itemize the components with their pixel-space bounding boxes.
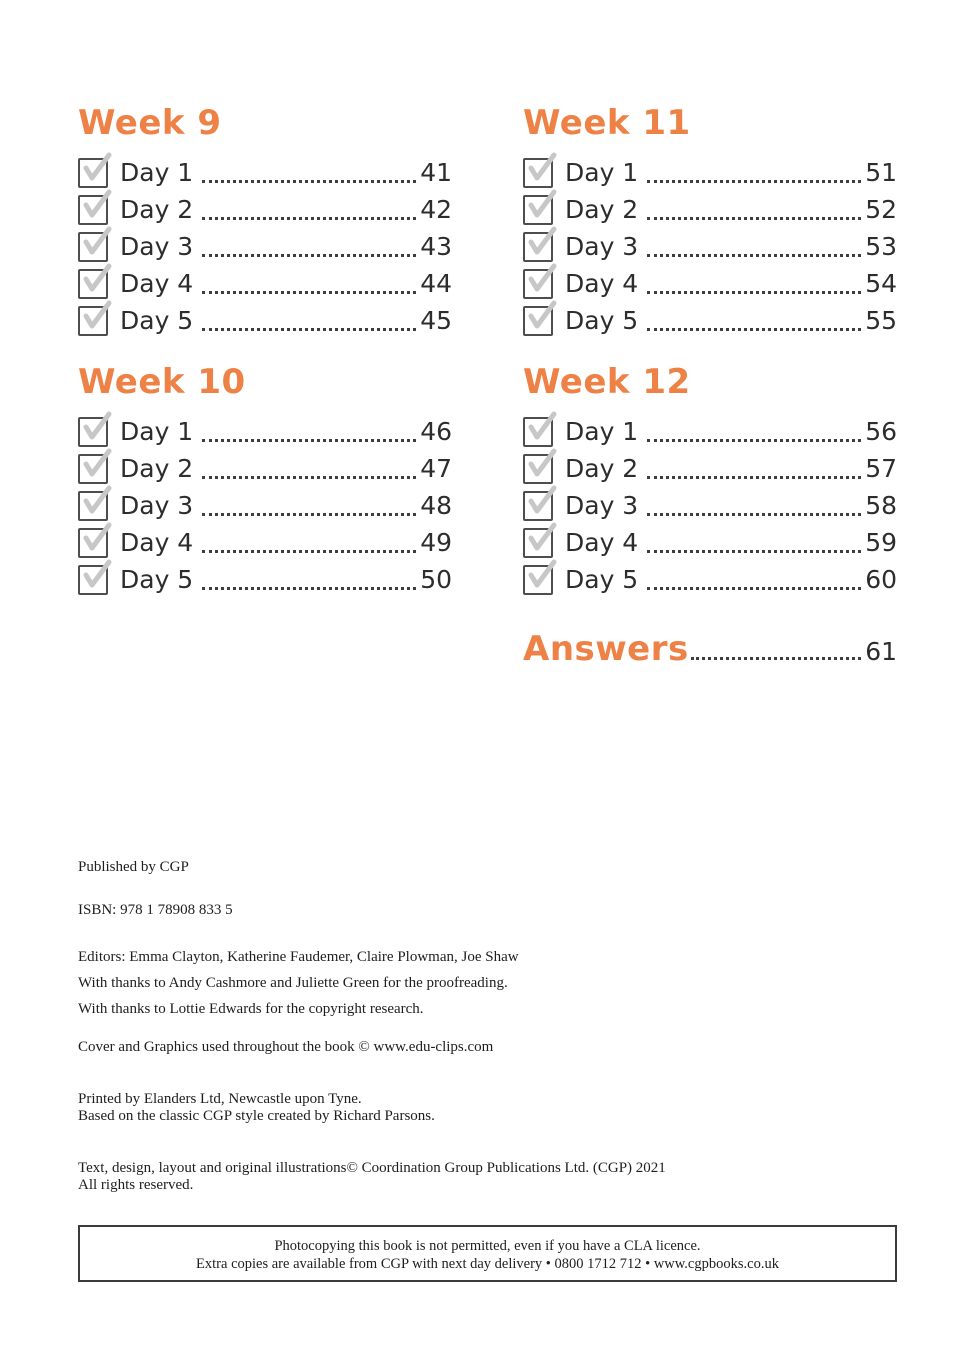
day-checkbox[interactable] <box>78 528 108 558</box>
day-checkbox[interactable] <box>78 195 108 225</box>
page-number: 58 <box>865 491 897 520</box>
day-checkbox[interactable] <box>523 528 553 558</box>
day-row <box>78 228 452 265</box>
day-checkbox[interactable] <box>523 417 553 447</box>
check-icon <box>525 522 559 556</box>
week-rows <box>523 154 897 339</box>
day-label: Day 5 <box>565 565 639 594</box>
day-row <box>523 302 897 339</box>
week-rows <box>78 154 452 339</box>
page-number: 51 <box>865 158 897 187</box>
page-number: 52 <box>865 195 897 224</box>
day-checkbox[interactable] <box>523 306 553 336</box>
page-number: 47 <box>420 454 452 483</box>
page-number: 49 <box>420 528 452 557</box>
dotted-leader <box>647 254 861 257</box>
week-title: Week 11 <box>523 103 691 143</box>
page-number: 60 <box>865 565 897 594</box>
page-number: 42 <box>420 195 452 224</box>
dotted-leader <box>647 513 861 516</box>
day-row <box>523 487 897 524</box>
publisher-info <box>78 859 875 1194</box>
day-label: Day 1 <box>565 417 639 446</box>
page-number: 46 <box>420 417 452 446</box>
thanks-copyright: With thanks to Lottie Edwards for the copyright research. <box>78 1001 424 1017</box>
day-checkbox[interactable] <box>523 454 553 484</box>
dotted-leader <box>647 217 861 220</box>
day-checkbox[interactable] <box>78 417 108 447</box>
check-icon <box>80 411 114 445</box>
photocopy-line-1: Photocopying this book is not permitted, even if you have a CLA licence. <box>274 1238 701 1254</box>
check-icon <box>80 559 114 593</box>
dotted-leader <box>202 476 416 479</box>
isbn: ISBN: 978 1 78908 833 5 <box>78 902 233 918</box>
day-row <box>523 450 897 487</box>
dotted-leader <box>202 513 416 516</box>
day-checkbox[interactable] <box>78 565 108 595</box>
day-label: Day 2 <box>120 454 194 483</box>
day-row <box>523 265 897 302</box>
day-checkbox[interactable] <box>523 158 553 188</box>
check-icon <box>525 559 559 593</box>
check-icon <box>525 411 559 445</box>
week-section <box>523 362 897 598</box>
day-label: Day 5 <box>565 306 639 335</box>
day-label: Day 1 <box>120 417 194 446</box>
dotted-leader <box>691 657 861 660</box>
week-section <box>78 103 452 339</box>
published-by: Published by CGP <box>78 859 189 875</box>
page-number: 53 <box>865 232 897 261</box>
day-checkbox[interactable] <box>78 454 108 484</box>
page-number: 57 <box>865 454 897 483</box>
day-label: Day 4 <box>565 269 639 298</box>
check-icon <box>80 263 114 297</box>
day-label: Day 4 <box>565 528 639 557</box>
week-title: Week 12 <box>523 362 691 402</box>
dotted-leader <box>647 291 861 294</box>
table-of-contents <box>78 103 897 669</box>
dotted-leader <box>202 328 416 331</box>
page-number: 48 <box>420 491 452 520</box>
day-row <box>78 154 452 191</box>
day-label: Day 5 <box>120 306 194 335</box>
day-row <box>78 561 452 598</box>
week-title: Week 9 <box>78 103 222 143</box>
day-label: Day 3 <box>565 491 639 520</box>
check-icon <box>525 485 559 519</box>
dotted-leader <box>647 550 861 553</box>
page-number: 59 <box>865 528 897 557</box>
dotted-leader <box>202 217 416 220</box>
day-checkbox[interactable] <box>78 269 108 299</box>
day-label: Day 5 <box>120 565 194 594</box>
check-icon <box>80 226 114 260</box>
day-checkbox[interactable] <box>523 491 553 521</box>
day-label: Day 2 <box>565 195 639 224</box>
check-icon <box>525 300 559 334</box>
day-label: Day 1 <box>120 158 194 187</box>
day-checkbox[interactable] <box>523 232 553 262</box>
day-checkbox[interactable] <box>78 491 108 521</box>
day-row <box>523 154 897 191</box>
based-on: Based on the classic CGP style created by Richard Parsons. <box>78 1108 435 1124</box>
printed-by: Printed by Elanders Ltd, Newcastle upon Tyne. <box>78 1091 362 1107</box>
day-row <box>523 191 897 228</box>
answers-page-number: 61 <box>865 637 897 666</box>
day-label: Day 3 <box>120 232 194 261</box>
check-icon <box>80 300 114 334</box>
page-number: 56 <box>865 417 897 446</box>
day-checkbox[interactable] <box>523 269 553 299</box>
thanks-proofreading: With thanks to Andy Cashmore and Juliette Green for the proofreading. <box>78 975 508 991</box>
toc-column-right <box>523 103 897 669</box>
check-icon <box>525 226 559 260</box>
check-icon <box>525 448 559 482</box>
check-icon <box>80 485 114 519</box>
dotted-leader <box>202 180 416 183</box>
editors-block <box>78 944 875 1022</box>
day-row <box>523 228 897 265</box>
day-label: Day 3 <box>565 232 639 261</box>
page-number: 41 <box>420 158 452 187</box>
dotted-leader <box>202 439 416 442</box>
answers-title: Answers <box>523 629 689 669</box>
day-checkbox[interactable] <box>78 158 108 188</box>
day-checkbox[interactable] <box>523 195 553 225</box>
editors: Editors: Emma Clayton, Katherine Faudemer, Claire Plowman, Joe Shaw <box>78 949 519 965</box>
week-title: Week 10 <box>78 362 246 402</box>
day-label: Day 4 <box>120 269 194 298</box>
week-section <box>78 362 452 598</box>
day-row <box>78 487 452 524</box>
day-row <box>78 302 452 339</box>
cover-credit: Cover and Graphics used throughout the book © www.edu-clips.com <box>78 1039 494 1055</box>
check-icon <box>80 152 114 186</box>
day-label: Day 4 <box>120 528 194 557</box>
dotted-leader <box>202 550 416 553</box>
page-number: 55 <box>865 306 897 335</box>
dotted-leader <box>647 180 861 183</box>
day-label: Day 2 <box>565 454 639 483</box>
check-icon <box>80 448 114 482</box>
rights-reserved: All rights reserved. <box>78 1177 194 1193</box>
day-row <box>523 524 897 561</box>
day-checkbox[interactable] <box>78 306 108 336</box>
day-label: Day 3 <box>120 491 194 520</box>
week-section <box>523 103 897 339</box>
day-row <box>78 191 452 228</box>
check-icon <box>80 522 114 556</box>
dotted-leader <box>647 476 861 479</box>
dotted-leader <box>202 254 416 257</box>
check-icon <box>525 263 559 297</box>
day-label: Day 1 <box>565 158 639 187</box>
day-row <box>523 561 897 598</box>
printed-block <box>78 1091 875 1125</box>
dotted-leader <box>647 328 861 331</box>
page-number: 43 <box>420 232 452 261</box>
photocopy-line-2: Extra copies are available from CGP with next day delivery • 0800 1712 712 • www.cgpbooks.co.uk <box>196 1256 779 1272</box>
page-number: 45 <box>420 306 452 335</box>
page-number: 44 <box>420 269 452 298</box>
day-row <box>78 413 452 450</box>
answers-row <box>523 629 897 669</box>
dotted-leader <box>202 587 416 590</box>
copyright-block <box>78 1160 875 1194</box>
day-label: Day 2 <box>120 195 194 224</box>
day-row <box>523 413 897 450</box>
day-checkbox[interactable] <box>78 232 108 262</box>
check-icon <box>80 189 114 223</box>
day-checkbox[interactable] <box>523 565 553 595</box>
dotted-leader <box>202 291 416 294</box>
day-row <box>78 265 452 302</box>
day-row <box>78 450 452 487</box>
check-icon <box>525 152 559 186</box>
day-row <box>78 524 452 561</box>
page-number: 54 <box>865 269 897 298</box>
photocopy-notice-box <box>78 1225 897 1282</box>
check-icon <box>525 189 559 223</box>
toc-column-left <box>78 103 452 669</box>
copyright: Text, design, layout and original illustrations© Coordination Group Publications Ltd. (CGP) 2021 <box>78 1160 666 1176</box>
week-rows <box>523 413 897 598</box>
dotted-leader <box>647 587 861 590</box>
dotted-leader <box>647 439 861 442</box>
week-rows <box>78 413 452 598</box>
page-number: 50 <box>420 565 452 594</box>
